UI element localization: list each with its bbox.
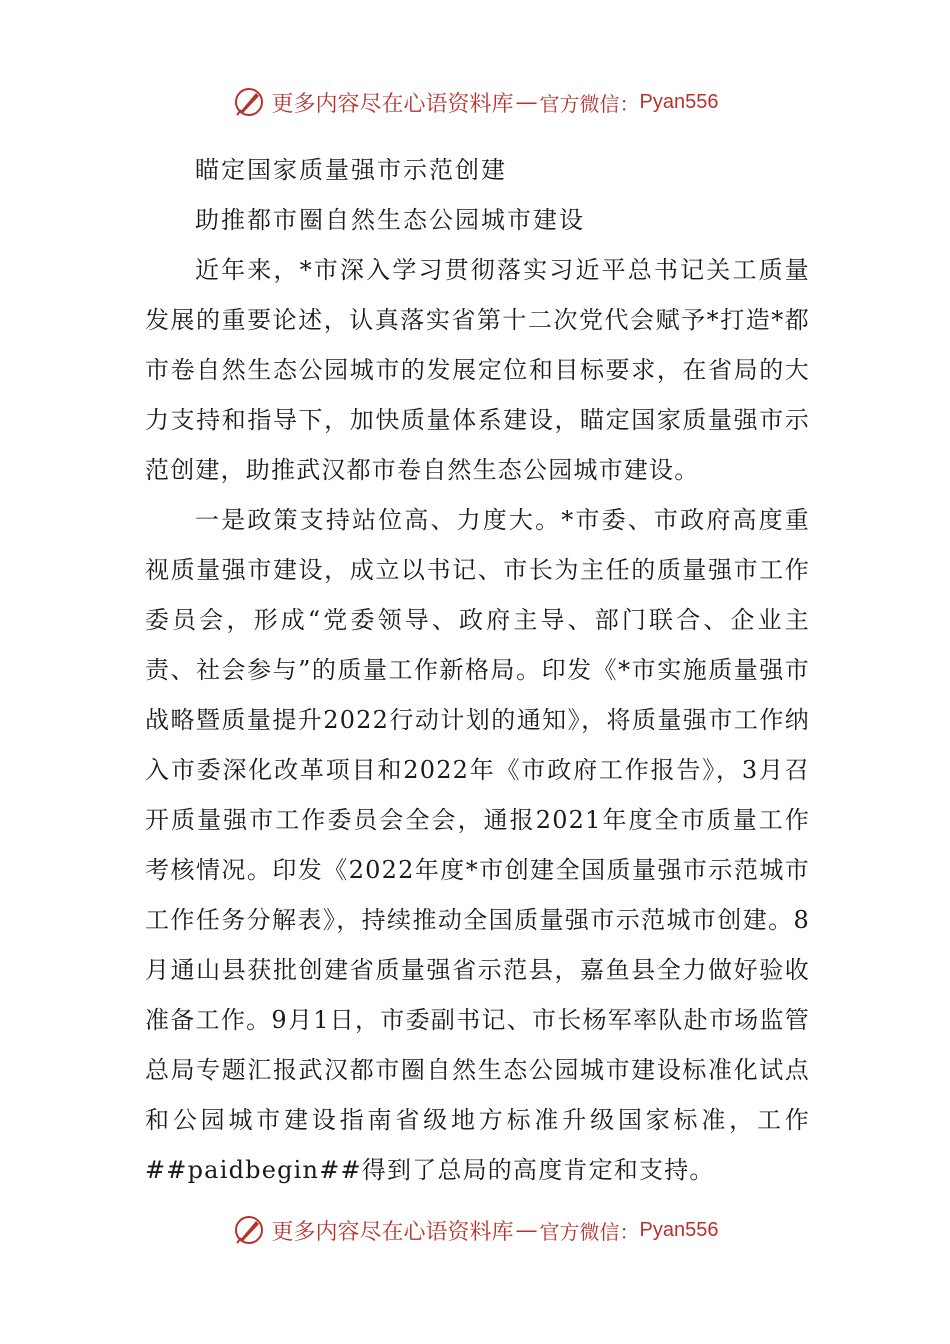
- footer-watermark: [0, 1210, 950, 1250]
- header-wechat-label: 官方微信：: [539, 91, 640, 116]
- header-brand-text: 更多内容尽在心语资料库: [271, 91, 514, 117]
- footer-brand-text: 更多内容尽在心语资料库: [271, 1219, 514, 1245]
- document-title-line-2: 助推都市圈自然生态公园城市建设: [195, 206, 585, 234]
- footer-wechat-label: 官方微信：: [539, 1219, 640, 1244]
- footer-separator: —: [515, 1217, 538, 1243]
- quill-logo-icon: [232, 85, 266, 119]
- document-body: [145, 145, 810, 1195]
- paragraph-policy-support: 一是政策支持站位高、力度大。*市委、市政府高度重视质量强市建设，成立以书记、市长为主任的质量强市工作委员会，形成“党委领导、政府主导、部门联合、企业主责、社会参与”的质量工作新格局。印发《*市实施质量强市战略暨质量提升2022行动计划的通知》，将质量强市工作纳入市委深化改革项目和2022年《市政府工作报告》，3月召开质量强市工作委员会全会，通报2021年度全市质量工作考核情况。印发《2022年度*市创建全国质量强市示范城市工作任务分解表》，持续推动全国质量强市示范城市创建。8月通山县获批创建省质量强省示范县，嘉鱼县全力做好验收准备工作。9月1日，市委副书记、市长杨军率队赴市场监管总局专题汇报武汉都市圈自然生态公园城市建设标准化试点和公园城市建设指南省级地方标准升级国家标准，工作##paidbegin##得到了总局的高度肯定和支持。: [145, 506, 810, 1184]
- header-watermark: [0, 82, 950, 122]
- quill-logo-icon: [232, 1213, 266, 1247]
- document-title-line-1: 瞄定国家质量强市示范创建: [195, 156, 507, 184]
- paragraph-intro: 近年来，*市深入学习贯彻落实习近平总书记关工质量发展的重要论述，认真落实省第十二次党代会赋予*打造*都市卷自然生态公园城市的发展定位和目标要求，在省局的大力支持和指导下，加快质量体系建设，瞄定国家质量强市示范创建，助推武汉都市卷自然生态公园城市建设。: [145, 256, 810, 484]
- header-separator: —: [515, 89, 538, 115]
- footer-wechat-handle: Pyan556: [639, 1218, 719, 1241]
- header-wechat-handle: Pyan556: [639, 90, 719, 113]
